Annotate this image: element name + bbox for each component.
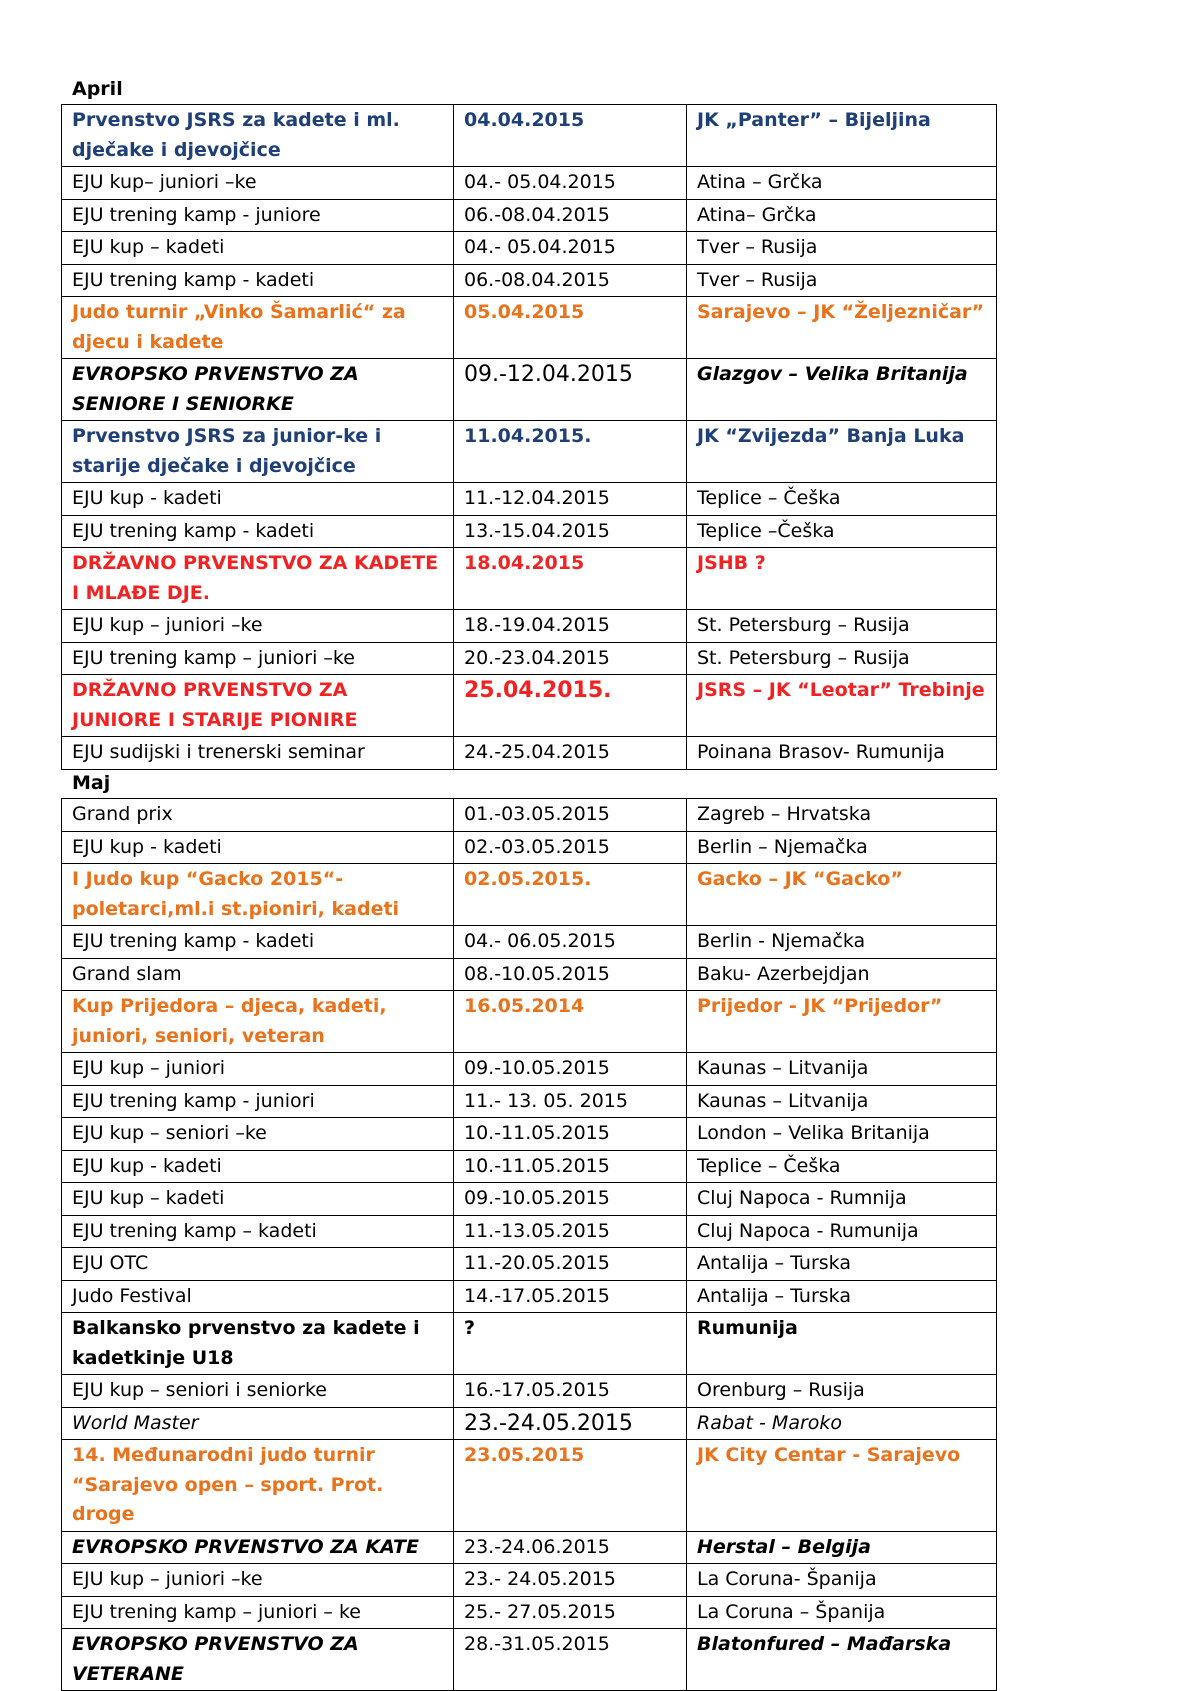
date-cell: 08.-10.05.2015 xyxy=(454,958,687,991)
event-cell: EJU trening kamp - juniori xyxy=(62,1085,454,1118)
date-cell: 06.-08.04.2015 xyxy=(454,199,687,232)
date-cell: 13.-15.04.2015 xyxy=(454,515,687,548)
event-cell: World Master xyxy=(62,1407,454,1440)
table-row xyxy=(62,864,997,926)
table-row xyxy=(62,359,997,421)
date-cell: 09.-12.04.2015 xyxy=(454,359,687,421)
place-cell: Atina– Grčka xyxy=(687,199,997,232)
event-cell: EJU kup – juniori –ke xyxy=(62,1564,454,1597)
table-row xyxy=(62,1248,997,1281)
date-cell: 16.05.2014 xyxy=(454,991,687,1053)
place-cell: Antalija – Turska xyxy=(687,1280,997,1313)
event-cell: DRŽAVNO PRVENSTVO ZA JUNIORE I STARIJE PIONIRE xyxy=(62,675,454,737)
place-cell: JK „Panter” – Bijeljina xyxy=(687,105,997,167)
date-cell: 23.-24.06.2015 xyxy=(454,1531,687,1564)
event-cell: EVROPSKO PRVENSTVO ZA SENIORE I SENIORKE xyxy=(62,359,454,421)
event-cell: EJU kup – seniori i seniorke xyxy=(62,1375,454,1408)
event-cell: EJU kup – seniori –ke xyxy=(62,1118,454,1151)
place-cell: JSRS – JK “Leotar” Trebinje xyxy=(687,675,997,737)
section-title-maj: Maj xyxy=(72,772,111,794)
date-cell: ? xyxy=(454,1313,687,1375)
place-cell: Rumunija xyxy=(687,1313,997,1375)
event-cell: Prvenstvo JSRS za kadete i ml. dječake i djevojčice xyxy=(62,105,454,167)
place-cell: Kaunas – Litvanija xyxy=(687,1085,997,1118)
event-cell: EJU trening kamp - kadeti xyxy=(62,926,454,959)
table-row xyxy=(62,1150,997,1183)
table-row xyxy=(62,1313,997,1375)
place-cell: Antalija – Turska xyxy=(687,1248,997,1281)
date-cell: 11.-12.04.2015 xyxy=(454,483,687,516)
place-cell: Teplice – Češka xyxy=(687,483,997,516)
date-cell: 14.-17.05.2015 xyxy=(454,1280,687,1313)
event-cell: EVROPSKO PRVENSTVO ZA VETERANE xyxy=(62,1629,454,1691)
event-cell: EJU kup – juniori xyxy=(62,1053,454,1086)
table-row xyxy=(62,799,997,832)
date-cell: 28.-31.05.2015 xyxy=(454,1629,687,1691)
event-cell: EJU kup – juniori –ke xyxy=(62,610,454,643)
table-row xyxy=(62,421,997,483)
place-cell: Teplice –Češka xyxy=(687,515,997,548)
table-row xyxy=(62,642,997,675)
table-row xyxy=(62,483,997,516)
place-cell: Herstal – Belgija xyxy=(687,1531,997,1564)
event-cell: Kup Prijedora – djeca, kadeti, juniori, seniori, veteran xyxy=(62,991,454,1053)
event-cell: EJU trening kamp – juniori –ke xyxy=(62,642,454,675)
date-cell: 23.-24.05.2015 xyxy=(454,1407,687,1440)
schedule-table-maj xyxy=(61,798,997,1691)
date-cell: 04.04.2015 xyxy=(454,105,687,167)
table-row xyxy=(62,297,997,359)
place-cell: La Coruna – Španija xyxy=(687,1596,997,1629)
table-row xyxy=(62,1118,997,1151)
date-cell: 11.04.2015. xyxy=(454,421,687,483)
date-cell: 18.-19.04.2015 xyxy=(454,610,687,643)
table-row xyxy=(62,1596,997,1629)
table-row xyxy=(62,831,997,864)
table-row xyxy=(62,958,997,991)
place-cell: Atina – Grčka xyxy=(687,167,997,200)
table-row xyxy=(62,232,997,265)
event-cell: 14. Međunarodni judo turnir “Sarajevo open – sport. Prot. droge xyxy=(62,1440,454,1532)
event-cell: EJU kup – kadeti xyxy=(62,232,454,265)
date-cell: 24.-25.04.2015 xyxy=(454,737,687,770)
event-cell: EVROPSKO PRVENSTVO ZA KATE xyxy=(62,1531,454,1564)
event-cell: Judo turnir „Vinko Šamarlić“ za djecu i kadete xyxy=(62,297,454,359)
date-cell: 04.- 05.04.2015 xyxy=(454,167,687,200)
date-cell: 23.- 24.05.2015 xyxy=(454,1564,687,1597)
place-cell: Sarajevo – JK “Željezničar” xyxy=(687,297,997,359)
date-cell: 06.-08.04.2015 xyxy=(454,264,687,297)
place-cell: JK “Zvijezda” Banja Luka xyxy=(687,421,997,483)
date-cell: 11.- 13. 05. 2015 xyxy=(454,1085,687,1118)
event-cell: EJU kup - kadeti xyxy=(62,483,454,516)
event-cell: EJU kup – kadeti xyxy=(62,1183,454,1216)
event-cell: EJU trening kamp - kadeti xyxy=(62,515,454,548)
table-row xyxy=(62,1215,997,1248)
date-cell: 05.04.2015 xyxy=(454,297,687,359)
date-cell: 16.-17.05.2015 xyxy=(454,1375,687,1408)
table-row xyxy=(62,199,997,232)
date-cell: 18.04.2015 xyxy=(454,548,687,610)
table-row xyxy=(62,675,997,737)
event-cell: Grand prix xyxy=(62,799,454,832)
place-cell: London – Velika Britanija xyxy=(687,1118,997,1151)
place-cell: Tver – Rusija xyxy=(687,232,997,265)
table-row xyxy=(62,1183,997,1216)
place-cell: Berlin – Njemačka xyxy=(687,831,997,864)
event-cell: EJU kup - kadeti xyxy=(62,1150,454,1183)
place-cell: Glazgov – Velika Britanija xyxy=(687,359,997,421)
place-cell: Teplice – Češka xyxy=(687,1150,997,1183)
place-cell: Cluj Napoca - Rumnija xyxy=(687,1183,997,1216)
event-cell: Grand slam xyxy=(62,958,454,991)
place-cell: La Coruna- Španija xyxy=(687,1564,997,1597)
table-row xyxy=(62,610,997,643)
event-cell: EJU kup– juniori –ke xyxy=(62,167,454,200)
place-cell: Rabat - Maroko xyxy=(687,1407,997,1440)
place-cell: Cluj Napoca - Rumunija xyxy=(687,1215,997,1248)
place-cell: JSHB ? xyxy=(687,548,997,610)
event-cell: Judo Festival xyxy=(62,1280,454,1313)
place-cell: Zagreb – Hrvatska xyxy=(687,799,997,832)
place-cell: Berlin - Njemačka xyxy=(687,926,997,959)
date-cell: 23.05.2015 xyxy=(454,1440,687,1532)
date-cell: 09.-10.05.2015 xyxy=(454,1053,687,1086)
place-cell: Orenburg – Rusija xyxy=(687,1375,997,1408)
place-cell: JK City Centar - Sarajevo xyxy=(687,1440,997,1532)
place-cell: Prijedor - JK “Prijedor” xyxy=(687,991,997,1053)
table-row xyxy=(62,991,997,1053)
event-cell: EJU trening kamp - juniore xyxy=(62,199,454,232)
table-row xyxy=(62,105,997,167)
date-cell: 20.-23.04.2015 xyxy=(454,642,687,675)
table-row xyxy=(62,1280,997,1313)
place-cell: Blatonfured – Mađarska xyxy=(687,1629,997,1691)
date-cell: 25.04.2015. xyxy=(454,675,687,737)
table-row xyxy=(62,1375,997,1408)
schedule-table-april xyxy=(61,104,997,770)
date-cell: 02.05.2015. xyxy=(454,864,687,926)
place-cell: Gacko – JK “Gacko” xyxy=(687,864,997,926)
table-row xyxy=(62,515,997,548)
table-row xyxy=(62,1629,997,1691)
table-row xyxy=(62,1440,997,1532)
date-cell: 04.- 05.04.2015 xyxy=(454,232,687,265)
date-cell: 11.-13.05.2015 xyxy=(454,1215,687,1248)
table-row xyxy=(62,548,997,610)
event-cell: EJU trening kamp - kadeti xyxy=(62,264,454,297)
event-cell: EJU trening kamp – juniori – ke xyxy=(62,1596,454,1629)
date-cell: 02.-03.05.2015 xyxy=(454,831,687,864)
table-row xyxy=(62,167,997,200)
table-row xyxy=(62,737,997,770)
place-cell: St. Petersburg – Rusija xyxy=(687,610,997,643)
event-cell: I Judo kup “Gacko 2015“- poletarci,ml.i st.pioniri, kadeti xyxy=(62,864,454,926)
event-cell: EJU OTC xyxy=(62,1248,454,1281)
event-cell: EJU sudijski i trenerski seminar xyxy=(62,737,454,770)
date-cell: 01.-03.05.2015 xyxy=(454,799,687,832)
date-cell: 04.- 06.05.2015 xyxy=(454,926,687,959)
table-row xyxy=(62,1053,997,1086)
table-row xyxy=(62,926,997,959)
event-cell: DRŽAVNO PRVENSTVO ZA KADETE I MLAĐE DJE. xyxy=(62,548,454,610)
table-row xyxy=(62,1085,997,1118)
table-row xyxy=(62,264,997,297)
place-cell: Kaunas – Litvanija xyxy=(687,1053,997,1086)
table-row xyxy=(62,1564,997,1597)
table-row xyxy=(62,1407,997,1440)
table-row xyxy=(62,1531,997,1564)
place-cell: Poinana Brasov- Rumunija xyxy=(687,737,997,770)
event-cell: Balkansko prvenstvo za kadete i kadetkinje U18 xyxy=(62,1313,454,1375)
date-cell: 10.-11.05.2015 xyxy=(454,1150,687,1183)
section-title-april: April xyxy=(72,78,123,100)
place-cell: St. Petersburg – Rusija xyxy=(687,642,997,675)
event-cell: EJU trening kamp – kadeti xyxy=(62,1215,454,1248)
place-cell: Baku- Azerbejdjan xyxy=(687,958,997,991)
event-cell: EJU kup - kadeti xyxy=(62,831,454,864)
date-cell: 11.-20.05.2015 xyxy=(454,1248,687,1281)
event-cell: Prvenstvo JSRS za junior-ke i starije dječake i djevojčice xyxy=(62,421,454,483)
date-cell: 10.-11.05.2015 xyxy=(454,1118,687,1151)
date-cell: 09.-10.05.2015 xyxy=(454,1183,687,1216)
date-cell: 25.- 27.05.2015 xyxy=(454,1596,687,1629)
place-cell: Tver – Rusija xyxy=(687,264,997,297)
